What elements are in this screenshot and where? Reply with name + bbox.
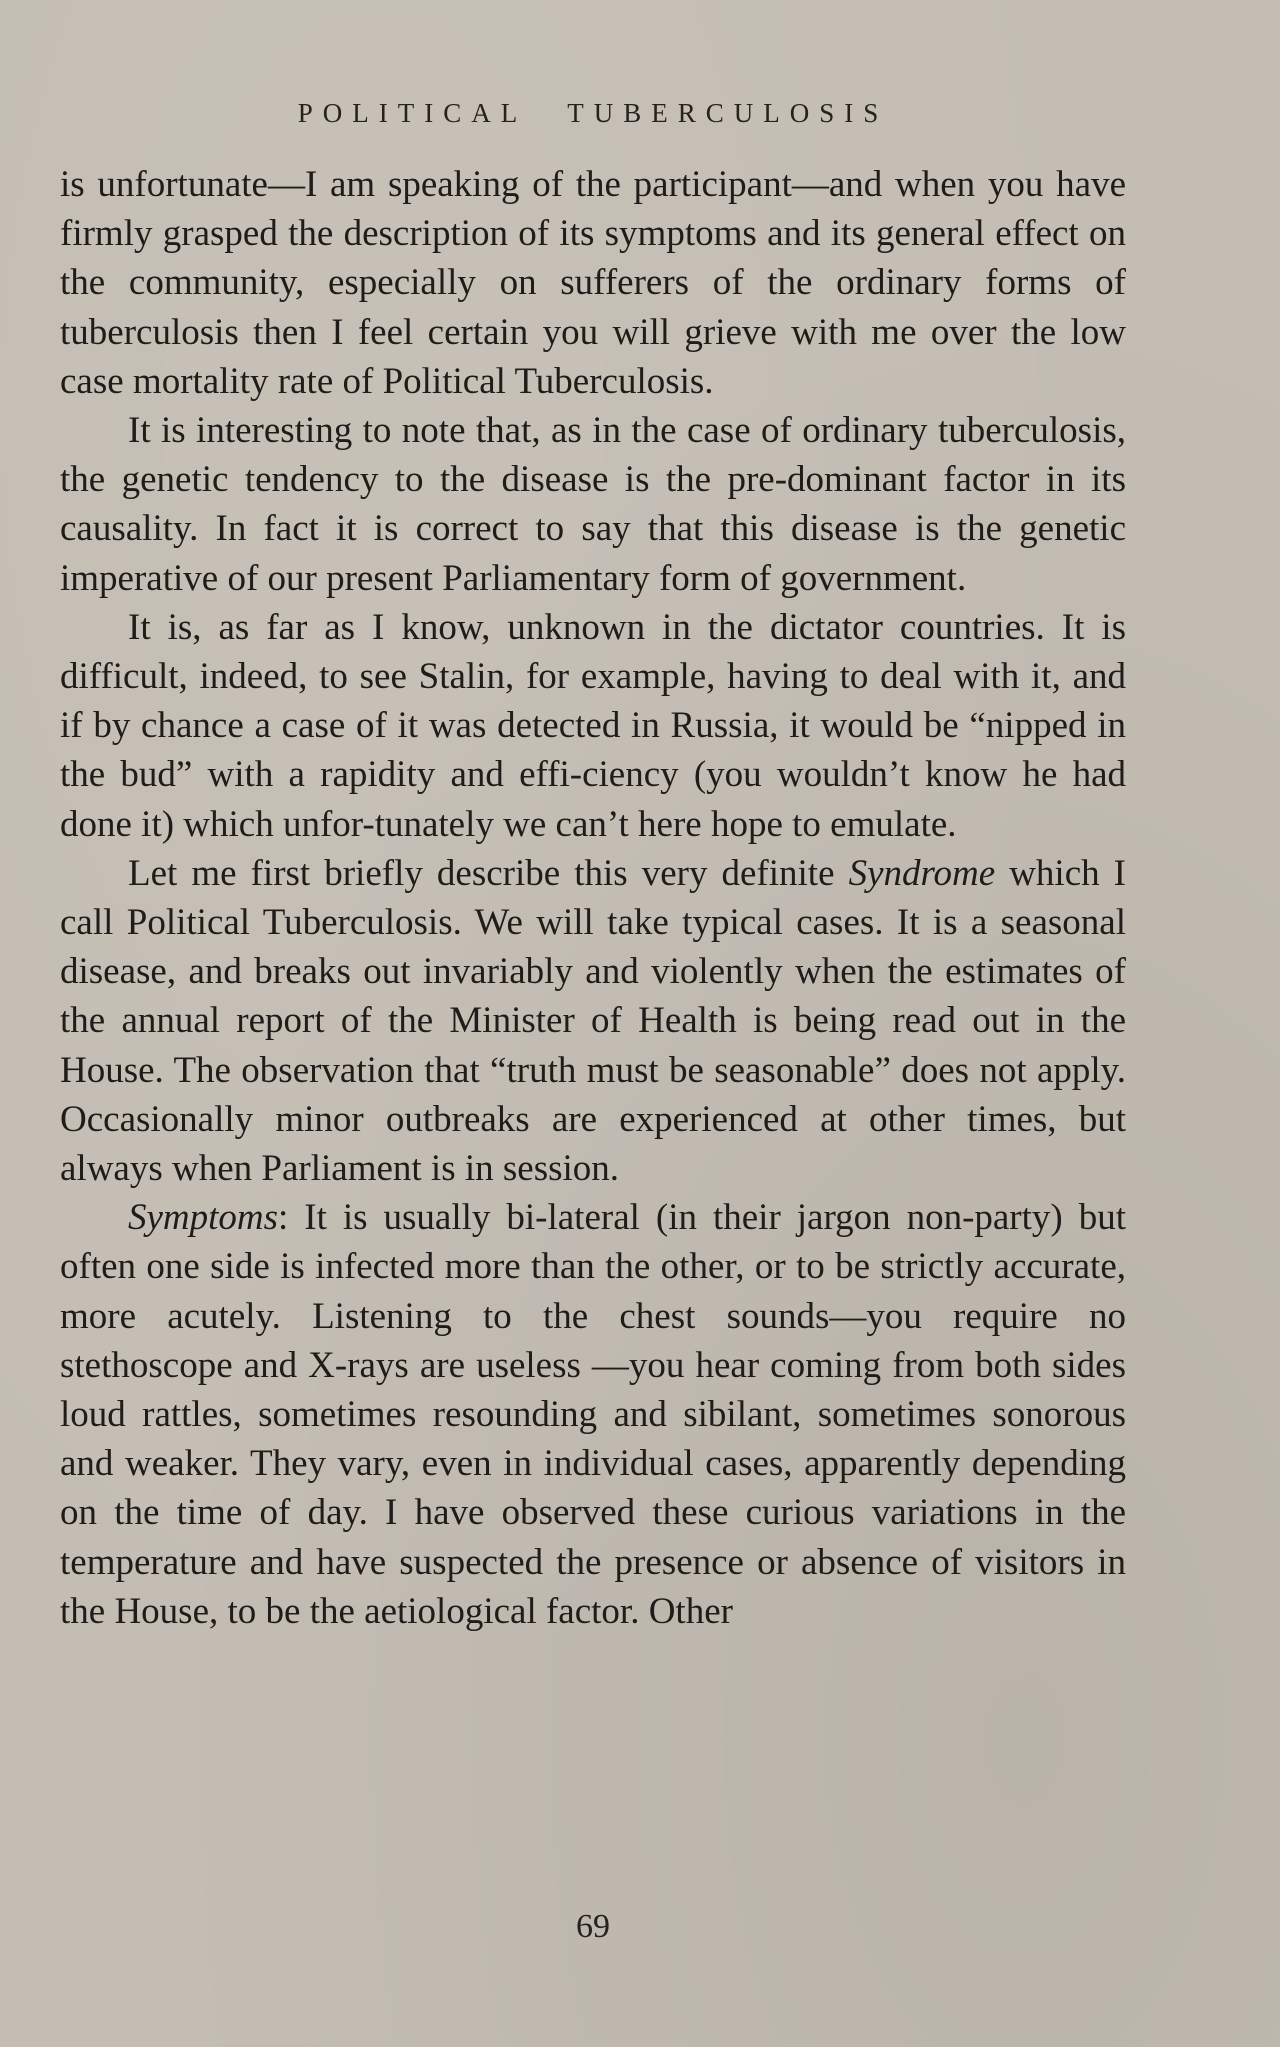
symptoms-emphasis: Symptoms <box>128 1197 279 1239</box>
running-head <box>60 98 1126 129</box>
running-head-right: TUBERCULOSIS <box>567 98 889 128</box>
book-page <box>60 0 1126 2047</box>
paragraph-5-rest: : It is usually bi-lateral (in their jargon non-party) but often one side is infected more than the other, or to be strictly accurate, more acutely. Listening to the chest sounds—you require no stethoscope and X-rays are useless —you hear coming from both sides loud rattles, sometimes resounding and sibilant, sometimes sonorous and weaker. They vary, even in individual cases, apparently depending on the time of day. I have observed these curious variations in the temperature and have suspected the presence or absence of visitors in the House, to be the aetiological factor. Other <box>60 1197 1126 1632</box>
paragraph-3: It is, as far as I know, unknown in the dictator countries. It is difficult, indeed, to see Stalin, for example, having to deal with it, and if by chance a case of it was detected in Russia, it would be “nipped in the bud” with a rapidity and effi-ciency (you wouldn’t know he had done it) which unfor-tunately we can’t here hope to emulate. <box>60 606 1126 845</box>
paragraph-1: is unfortunate—I am speaking of the participant—and when you have firmly grasped the description of its symptoms and its general effect on the community, especially on sufferers of the ordinary forms of tuberculosis then I feel certain you will grieve with me over the low case mortality rate of Political Tuberculosis. <box>60 164 1126 402</box>
paragraph-4-rest: which I call Political Tuberculosis. We will take typical cases. It is a seasonal disease, and breaks out invariably and violently when the estimates of the annual report of the Minister of Health is being read out in the House. The observation that “truth must be seasonable” does not apply. Occasionally minor outbreaks are experienced at other times, but always when Parliament is in session. <box>60 852 1126 1190</box>
paragraph-4 <box>60 849 1126 1193</box>
paragraph-4-lead: Let me first briefly describe this very definite <box>128 852 849 894</box>
running-head-left: POLITICAL <box>297 98 528 128</box>
page-number: 69 <box>576 1908 610 1945</box>
paragraph-2: It is interesting to note that, as in the case of ordinary tuberculosis, the genetic tendency to the disease is the pre-dominant factor in its causality. In fact it is correct to say that this disease is the genetic imperative of our present Parliamentary form of government. <box>60 410 1126 599</box>
paragraph-5 <box>60 1193 1126 1636</box>
body-text <box>60 160 1126 1636</box>
syndrome-emphasis: Syndrome <box>848 852 996 894</box>
